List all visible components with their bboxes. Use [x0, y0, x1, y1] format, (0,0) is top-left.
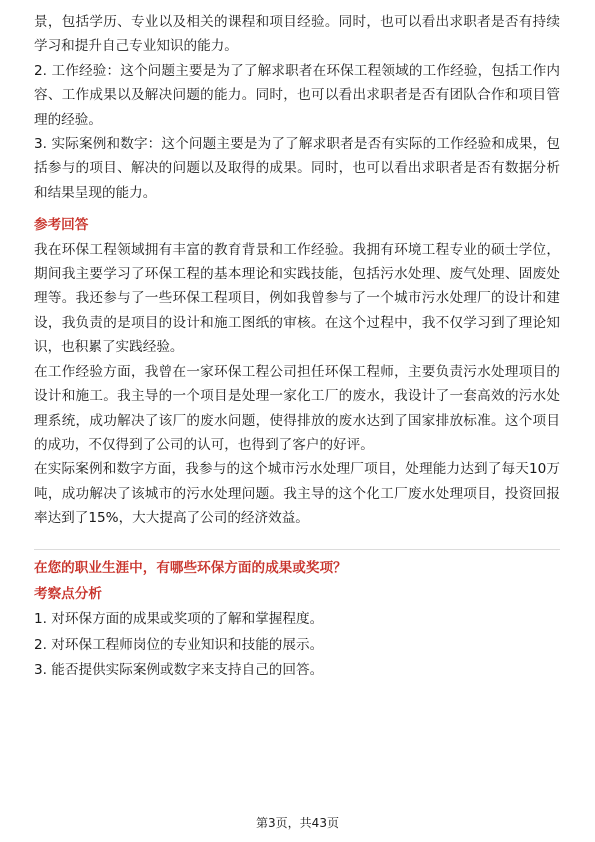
page-number-footer: 第3页，共43页 — [256, 816, 339, 830]
reference-answer-heading: 参考回答 — [34, 217, 89, 234]
section-divider — [34, 549, 560, 550]
analysis-point-2: 2. 工作经验：这个问题主要是为了了解求职者在环保工程领域的工作经验，包括工作内容、工作成果以及解决问题的能力。同时，也可以看出求职者是否有团队合作和项目管理的经验。 — [34, 62, 560, 128]
question-title: 在您的职业生涯中，有哪些环保方面的成果或奖项？ — [34, 559, 347, 576]
analysis-heading: 考察点分析 — [34, 585, 102, 602]
analysis-point-3: 3. 实际案例和数字：这个问题主要是为了了解求职者是否有实际的工作经验和成果，包括参与的项目、解决的问题以及取得的成果。同时，也可以看出求职者是否有数据分析和结果呈现的能力。 — [34, 136, 560, 201]
analysis-list-item-3: 3. 能否提供实际案例或数字来支持自己的回答。 — [34, 662, 324, 679]
analysis-list-item-1: 1. 对环保方面的成果或奖项的了解和掌握程度。 — [34, 611, 324, 628]
analysis-list-item-2: 2. 对环保工程师岗位的专业知识和技能的展示。 — [34, 636, 324, 653]
document-page — [34, 10, 560, 683]
answer-paragraph-experience: 在工作经验方面，我曾在一家环保工程公司担任环保工程师，主要负责污水处理项目的设计和施工。我主导的一个项目是处理一家化工厂的废水，我设计了一套高效的污水处理系统，成功解决了该厂的废水问题，使得排放的废水达到了国家排放标准。这个项目的成功，不仅得到了公司的认可，也得到了客户的好评。 — [34, 363, 560, 453]
answer-paragraph-cases: 在实际案例和数字方面，我参与的这个城市污水处理厂项目，处理能力达到了每天10万吨，成功解决了该城市的污水处理问题。我主导的这个化工厂废水处理项目，投资回报率达到了15%，大大提高了公司的经济效益。 — [34, 461, 560, 527]
analysis-continued-paragraph: 景，包括学历、专业以及相关的课程和项目经验。同时，也可以看出求职者是否有持续学习和提升自己专业知识的能力。 — [34, 14, 560, 55]
answer-paragraph-education: 我在环保工程领域拥有丰富的教育背景和工作经验。我拥有环境工程专业的硕士学位，期间我主要学习了环保工程的基本理论和实践技能，包括污水处理、废气处理、固废处理等。我还参与了一些环保工程项目，例如我曾参与了一个城市污水处理厂的设计和建设，我负责的是项目的设计和施工图纸的审核。在这个过程中，我不仅学习到了理论知识，也积累了实践经验。 — [34, 241, 560, 356]
